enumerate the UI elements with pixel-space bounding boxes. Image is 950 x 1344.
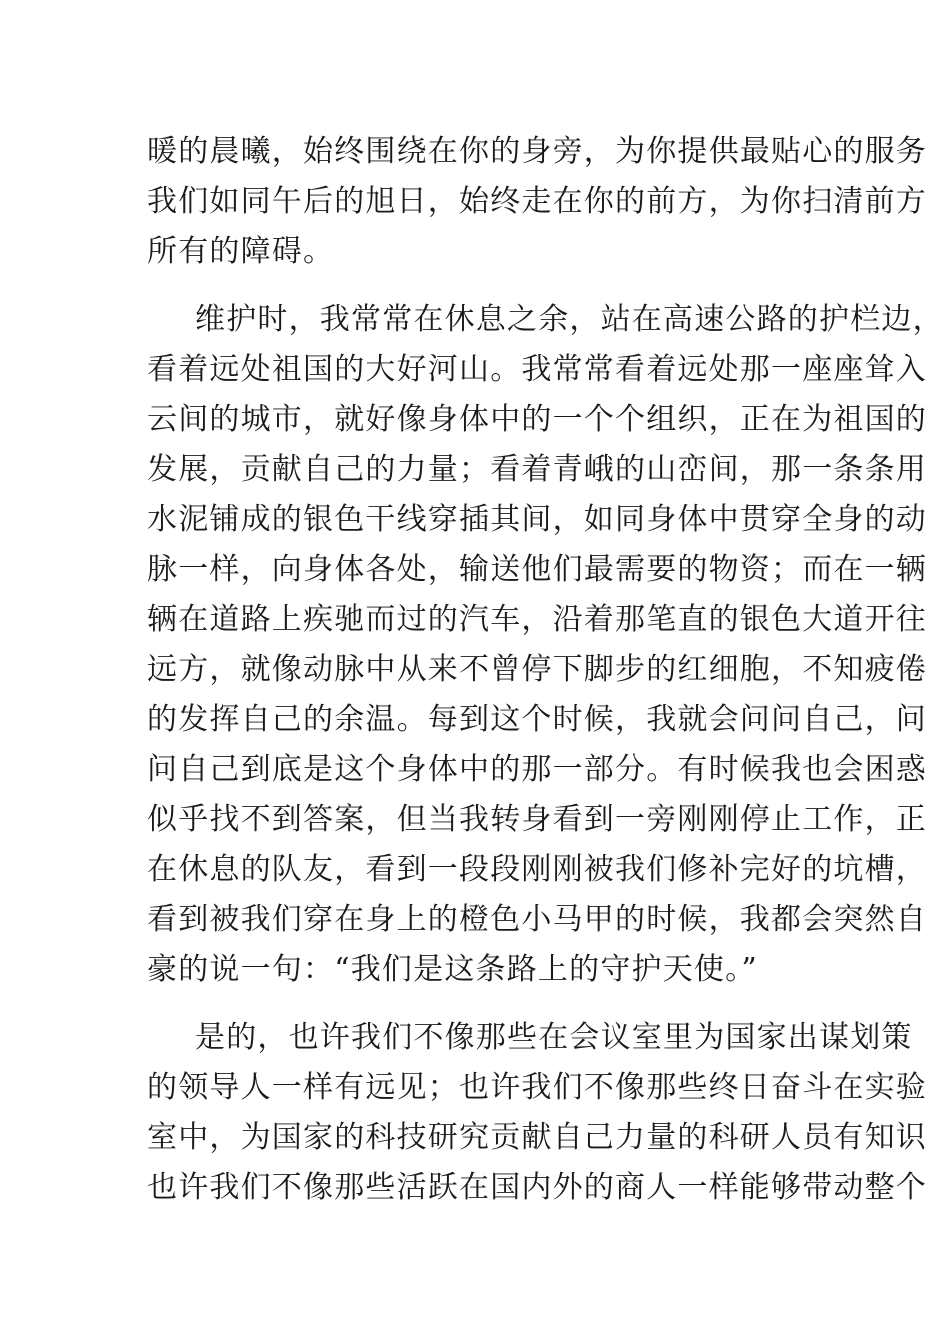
text-line: 豪的说一句：“我们是这条路上的守护天使。” [147, 952, 758, 987]
text-line: 暖的晨曦，始终围绕在你的身旁，为你提供最贴心的服务 [147, 134, 927, 169]
text-line: 辆在道路上疾驰而过的汽车，沿着那笔直的银色大道开往 [147, 602, 927, 637]
paragraph-start-line: 是的，也许我们不像那些在会议室里为国家出谋划策 [195, 1020, 913, 1055]
text-line: 远方，就像动脉中从来不曾停下脚步的红细胞，不知疲倦 [147, 652, 927, 687]
text-line: 云间的城市，就好像身体中的一个个组织，正在为祖国的 [147, 402, 927, 437]
text-line: 我们如同午后的旭日，始终走在你的前方，为你扫清前方 [147, 184, 927, 219]
text-line: 看到被我们穿在身上的橙色小马甲的时候，我都会突然自 [147, 902, 927, 937]
text-line: 水泥铺成的银色干线穿插其间，如同身体中贯穿全身的动 [147, 502, 927, 537]
text-line: 问自己到底是这个身体中的那一部分。有时候我也会困惑 [147, 752, 927, 787]
text-line: 的发挥自己的余温。每到这个时候，我就会问问自己，问 [147, 702, 927, 737]
text-line: 看着远处祖国的大好河山。我常常看着远处那一座座耸入 [147, 352, 927, 387]
text-line: 也许我们不像那些活跃在国内外的商人一样能够带动整个 [147, 1170, 927, 1205]
paragraph-start-line: 维护时，我常常在休息之余，站在高速公路的护栏边， [195, 302, 944, 337]
text-line: 脉一样，向身体各处，输送他们最需要的物资；而在一辆 [147, 552, 927, 587]
text-line: 发展，贡献自己的力量；看着青峨的山峦间，那一条条用 [147, 452, 927, 487]
text-line: 的领导人一样有远见；也许我们不像那些终日奋斗在实验 [147, 1070, 927, 1105]
text-line: 所有的障碍。 [147, 234, 335, 269]
text-line: 在休息的队友，看到一段段刚刚被我们修补完好的坑槽， [147, 852, 927, 887]
text-line: 室中，为国家的科技研究贡献自己力量的科研人员有知识 [147, 1120, 927, 1155]
text-line: 似乎找不到答案，但当我转身看到一旁刚刚停止工作，正 [147, 802, 927, 837]
